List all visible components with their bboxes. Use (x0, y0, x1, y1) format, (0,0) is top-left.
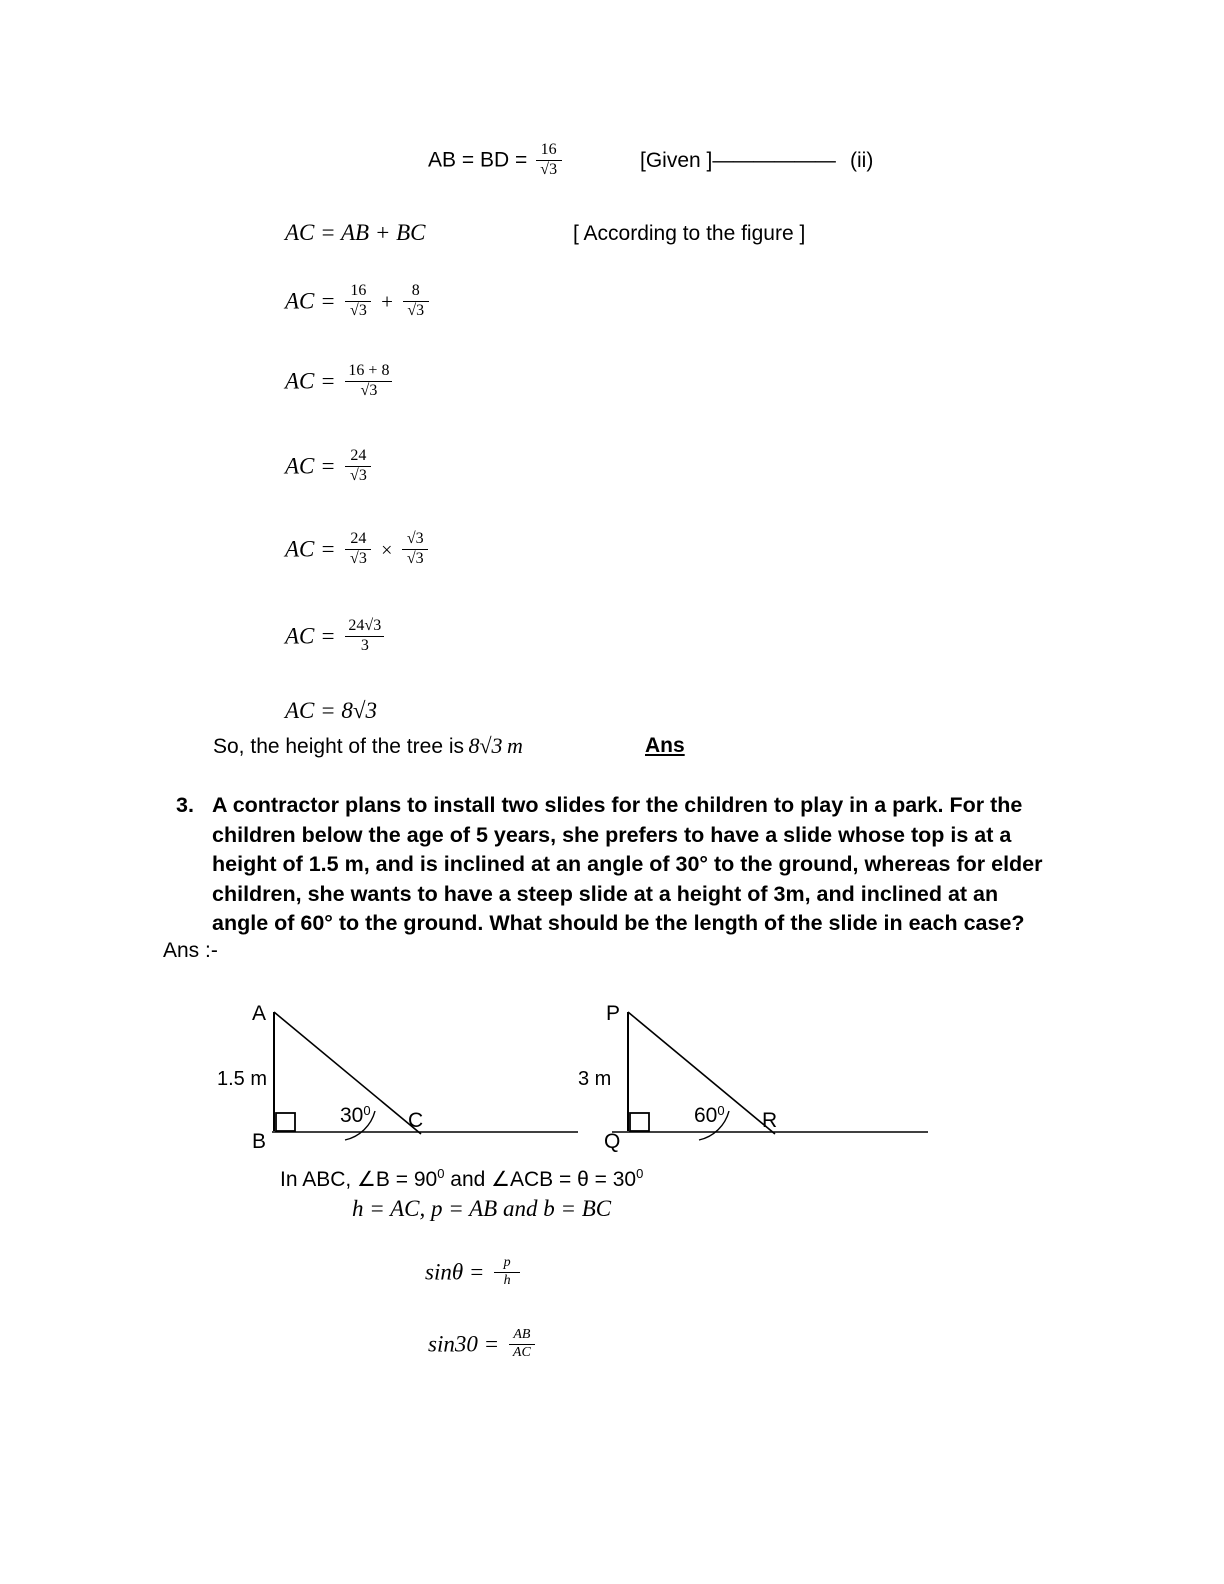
label-r: R (762, 1109, 778, 1132)
fraction-16-root3 (536, 142, 562, 179)
conclusion-text: So, the height of the tree is (213, 735, 464, 758)
label-angle-30: $30^0$ (340, 1103, 371, 1127)
times-operator: × (381, 539, 393, 562)
according-to-figure-note: [ According to the figure ] (573, 222, 806, 245)
equation-ac-combined-lhs: AC = (285, 368, 336, 394)
given-note: [Given ] (640, 149, 713, 172)
right-angle-marker-b (276, 1113, 295, 1131)
equation-ab-bd-lhs: AB = BD = (428, 148, 528, 172)
conclusion-value: 8√3 (468, 733, 503, 758)
fraction-ab-ac (509, 1328, 535, 1360)
degree-mark-2: 0 (636, 1166, 644, 1181)
given-note-group (640, 148, 835, 174)
fraction-24root3-3 (345, 618, 384, 655)
fraction-denominator: h (503, 1272, 511, 1288)
fraction-numerator: 16 + 8 (348, 362, 390, 379)
label-q: Q (604, 1130, 621, 1153)
equation-ac-24 (285, 447, 375, 487)
equation-ac-fractions (285, 282, 433, 322)
equation-ac-fractions-lhs: AC = (285, 288, 336, 314)
fraction-24-root3 (345, 448, 371, 485)
angle-icon-2: ∠ (491, 1168, 510, 1191)
fraction-16-root3-b (345, 283, 371, 320)
angle-icon: ∠ (357, 1168, 376, 1191)
equation-ac-24root3-over-3 (285, 617, 388, 657)
label-b: B (252, 1130, 267, 1153)
solution-line-2: h = AC, p = AB and b = BC (352, 1196, 612, 1221)
conclusion-line (213, 733, 523, 760)
equation-sin-30-lhs: sin30 = (428, 1331, 500, 1357)
fraction-denominator: 3 (360, 636, 369, 654)
fraction-numerator: 24 (350, 530, 367, 547)
equation-sin-30 (428, 1327, 539, 1362)
equation-sin-theta (425, 1255, 524, 1290)
right-angle-marker-q (630, 1113, 649, 1131)
fraction-numerator: √3 (406, 530, 424, 547)
plus-operator: + (381, 289, 394, 314)
equation-ac-24-lhs: AC = (285, 453, 336, 479)
solution-angle-b: B = 90 (375, 1168, 438, 1191)
fraction-numerator: 24√3 (348, 617, 382, 634)
degree-mark: 0 (437, 1166, 445, 1181)
fraction-denominator: √3 (350, 466, 367, 484)
fraction-8-root3 (403, 283, 429, 320)
label-height-3m: 3 m (578, 1068, 612, 1090)
label-height-1-5m: 1.5 m (217, 1068, 268, 1090)
figure-triangle-pqr (566, 998, 936, 1153)
solution-angle-acb: ACB = θ = 30 (509, 1168, 637, 1191)
label-angle-60: $60^0$ (694, 1103, 725, 1127)
fraction-denominator: √3 (406, 549, 424, 567)
fraction-numerator: 24 (350, 447, 367, 464)
equation-ac-combined (285, 362, 396, 402)
solution-in-abc: In ABC, (280, 1168, 352, 1191)
conclusion-unit: m (506, 733, 523, 758)
label-c: C (408, 1109, 424, 1132)
equation-ac-final: AC = 8√3 (285, 698, 378, 723)
question-3 (176, 791, 1056, 939)
figure-triangle-abc (212, 998, 592, 1153)
fraction-denominator: √3 (360, 381, 378, 399)
ans-label: Ans (645, 734, 685, 757)
fraction-p-h (494, 1256, 520, 1288)
fraction-denominator: √3 (350, 301, 367, 319)
fraction-numerator: 16 (540, 141, 557, 158)
fraction-denominator: √3 (407, 301, 425, 319)
solution-line-1 (280, 1166, 643, 1193)
dash-connector: —————— (712, 149, 836, 172)
question-3-number: 3. (176, 793, 194, 817)
question-3-text: A contractor plans to install two slides for the children to play in a park. For the children below the age of 5 years, she prefers to have a slide whose top is at a height of 1.5 m, and is inclined at an angle of 30° to the ground, whereas for elder children, she wants to have a steep slide at a height of 3m, and inclined at an angle of 60° to the ground. What should be the length of the slide in each case? (212, 793, 1043, 935)
fraction-numerator: AB (513, 1327, 531, 1342)
solution-and: and (450, 1168, 486, 1191)
equation-ab-bd (428, 141, 566, 181)
equation-sin-theta-lhs: sinθ = (425, 1259, 485, 1285)
equation-ac-sum: AC = AB + BC (285, 220, 426, 245)
label-p: P (606, 1002, 621, 1025)
equation-ac-24root3-lhs: AC = (285, 623, 336, 649)
fraction-numerator: 8 (411, 282, 420, 299)
fraction-16plus8-root3 (345, 363, 392, 400)
fraction-24-root3-b (345, 531, 371, 568)
fraction-denominator: AC (512, 1344, 531, 1360)
equation-ac-rationalize-lhs: AC = (285, 536, 336, 562)
fraction-denominator: √3 (540, 160, 558, 178)
equation-ac-rationalize (285, 530, 432, 570)
fraction-denominator: √3 (350, 549, 367, 567)
fraction-numerator: 16 (350, 282, 367, 299)
answer-label: Ans :- (163, 939, 218, 962)
label-a: A (252, 1002, 267, 1025)
fraction-root3-root3 (402, 531, 428, 568)
equation-reference-ii: (ii) (850, 149, 874, 172)
fraction-numerator: p (503, 1255, 511, 1270)
